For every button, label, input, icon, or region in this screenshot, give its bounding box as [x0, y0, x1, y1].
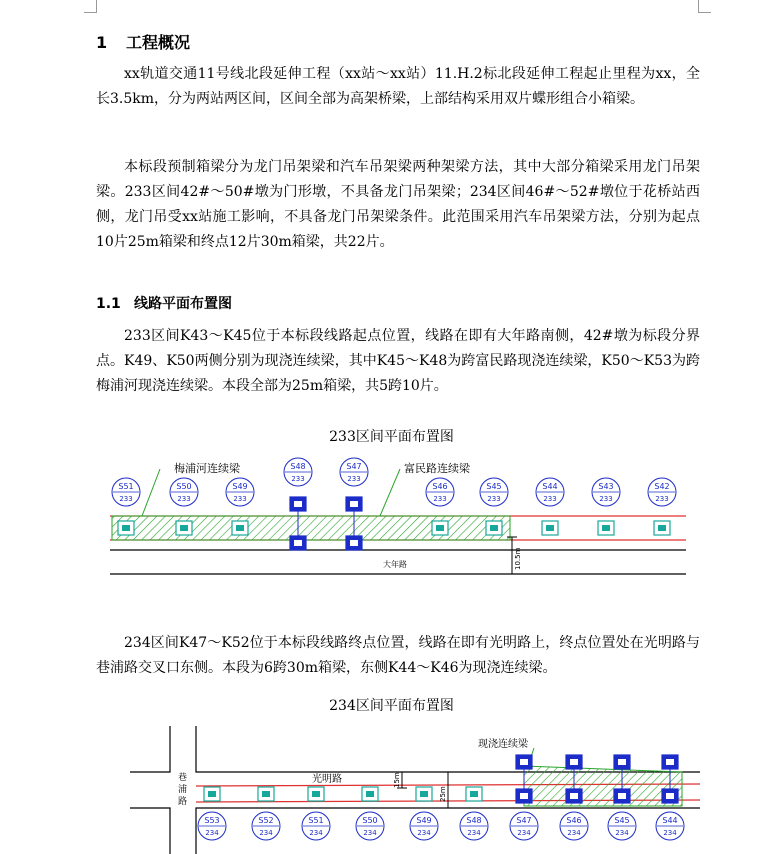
pier234-pier-sub: 234 [467, 829, 481, 837]
cross-road-char-1: 巷 [178, 773, 188, 783]
cross-road-char-2: 浦 [178, 785, 188, 795]
pier234-pier-sub: 234 [663, 829, 677, 837]
dim-25m: 25m [439, 786, 447, 802]
pier233-pier-sub: 233 [655, 495, 669, 503]
pier233-pier-id: S45 [486, 482, 502, 491]
plan-diagram-234 [0, 722, 783, 854]
intro-paragraph-1: xx轨道交通11号线北段延伸工程（xx站～xx站）11.H.2标北段延伸工程起止里程为xx，全长3.5km，分为两站两区间，区间全部为高架桥梁，上部结构采用双片蝶形组合小箱梁。 [96, 66, 700, 107]
pier234-pier-id: S51 [308, 816, 324, 825]
pier234-pier-core [312, 791, 320, 797]
pier234-pier-id: S44 [662, 816, 678, 825]
pier233-pier-sub: 233 [233, 495, 247, 503]
pier233-pier-sub: 233 [433, 495, 447, 503]
pier233-pier-id: S49 [232, 482, 248, 491]
pier234-pier-id: S45 [614, 816, 630, 825]
pier234-pier-sub: 234 [615, 829, 629, 837]
pier233-pier-id: S46 [432, 482, 448, 491]
pier233-pier-core [294, 540, 302, 546]
pier233-pier-core [490, 525, 498, 531]
pier234-pier-id: S53 [204, 816, 220, 825]
pier233-pier-sub: 233 [599, 495, 613, 503]
pier234-pier-id: S47 [516, 816, 532, 825]
pier234-pier-core [520, 793, 528, 799]
pier233-pier-id: S47 [346, 462, 362, 471]
pier233-pier-id: S51 [118, 482, 134, 491]
pier234-pier-id: S46 [566, 816, 582, 825]
dim-road-width: 10.5m [514, 547, 522, 570]
pier234-pier-sub: 234 [309, 829, 323, 837]
pier234-pier-core [618, 759, 626, 765]
pier234-pier-core [666, 793, 674, 799]
pier234-pier-sub: 234 [205, 829, 219, 837]
pier233-pier-core [350, 501, 358, 507]
pier234-pier-core [366, 791, 374, 797]
subsection-title: 线路平面布置图 [134, 296, 232, 312]
pier233-pier-sub: 233 [347, 475, 361, 483]
pier234-pier-sub: 234 [363, 829, 377, 837]
pier233-pier-id: S50 [176, 482, 192, 491]
pier234-pier-core [470, 791, 478, 797]
label-meipu-river-beam: 梅浦河连续梁 [174, 462, 240, 475]
dim-15m: 15m [393, 772, 401, 788]
pier233-pier-id: S44 [542, 482, 558, 491]
pier234-pier-sub: 234 [259, 829, 273, 837]
pier233-pier-id: S48 [290, 462, 306, 471]
pier233-pier-core [602, 525, 610, 531]
pier233-pier-sub: 233 [543, 495, 557, 503]
cast-in-place-continuous-beam [524, 766, 682, 806]
pier234-pier-id: S50 [362, 816, 378, 825]
pier234-pier-core [208, 791, 216, 797]
pier234-pier-sub: 234 [567, 829, 581, 837]
pier233-pier-core [658, 525, 666, 531]
road-name-danian: 大年路 [383, 560, 407, 569]
plan-diagram-233 [0, 452, 783, 582]
pier234-pier-core [520, 759, 528, 765]
paragraph-233: 233区间K43～K45位于本标段线路起点位置，线路在即有大年路南侧，42#墩为标段分界点。K49、K50两侧分别为现浇连续梁，其中K45～K48为跨富民路现浇连续梁，K50～K53为跨梅浦河现浇连续梁。本段全部为25m箱梁，共5跨10片。 [96, 328, 700, 394]
cross-road-char-3: 路 [178, 797, 188, 807]
caption-233: 233区间平面布置图 [329, 429, 454, 445]
pier234-pier-sub: 234 [517, 829, 531, 837]
label-fumin-road-beam: 富民路连续梁 [404, 462, 470, 475]
pier234-pier-core [420, 791, 428, 797]
pier233-pier-core [180, 525, 188, 531]
pier233-pier-core [350, 540, 358, 546]
pier233-pier-sub: 233 [119, 495, 133, 503]
caption-234: 234区间平面布置图 [329, 698, 454, 714]
paragraph-234: 234区间K47～K52位于本标段线路终点位置，线路在即有光明路上，终点位置处在光明路与巷浦路交叉口东侧。本段为6跨30m箱梁，东侧K44～K46为现浇连续梁。 [96, 635, 700, 676]
pier233-pier-core [236, 525, 244, 531]
pier234-pier-core [570, 759, 578, 765]
pier234-pier-core [262, 791, 270, 797]
subsection-number: 1.1 [96, 296, 121, 312]
pier234-pier-id: S52 [258, 816, 274, 825]
pier234-pier-core [618, 793, 626, 799]
pier234-pier-core [666, 759, 674, 765]
pier233-pier-sub: 233 [487, 495, 501, 503]
intro-paragraph-2: 本标段预制箱梁分为龙门吊架梁和汽车吊架梁两种架梁方法，其中大部分箱梁采用龙门吊架梁。233区间42#～50#墩为门形墩，不具备龙门吊架梁；234区间46#～52#墩位于花桥站西侧，龙门吊受xx站施工影响，不具备龙门吊架梁条件。此范围采用汽车吊架梁方法，分别为起点10片25m箱梁和终点12片30m箱梁，共22片。 [96, 159, 700, 250]
subsection-heading [96, 293, 232, 313]
road-name-guangming: 光明路 [312, 774, 342, 785]
section-number: 1 [96, 33, 108, 52]
label-cast-beam: 现浇连续梁 [478, 739, 528, 750]
pier233-pier-sub: 233 [291, 475, 305, 483]
crop-mark-left [84, 0, 97, 13]
pier233-pier-id: S43 [598, 482, 614, 491]
pier233-pier-core [436, 525, 444, 531]
pier233-pier-core [294, 501, 302, 507]
crop-mark-right [698, 0, 711, 13]
section-title: 工程概况 [126, 33, 191, 52]
pier234-pier-core [570, 793, 578, 799]
pier233-pier-sub: 233 [177, 495, 191, 503]
pier233-pier-core [122, 525, 130, 531]
pier234-pier-id: S48 [466, 816, 482, 825]
pier233-pier-core [546, 525, 554, 531]
pier234-pier-sub: 234 [417, 829, 431, 837]
meipu-river-continuous-beam [112, 516, 510, 540]
pier234-pier-id: S49 [416, 816, 432, 825]
section-heading [96, 30, 190, 53]
pier233-pier-id: S42 [654, 482, 670, 491]
